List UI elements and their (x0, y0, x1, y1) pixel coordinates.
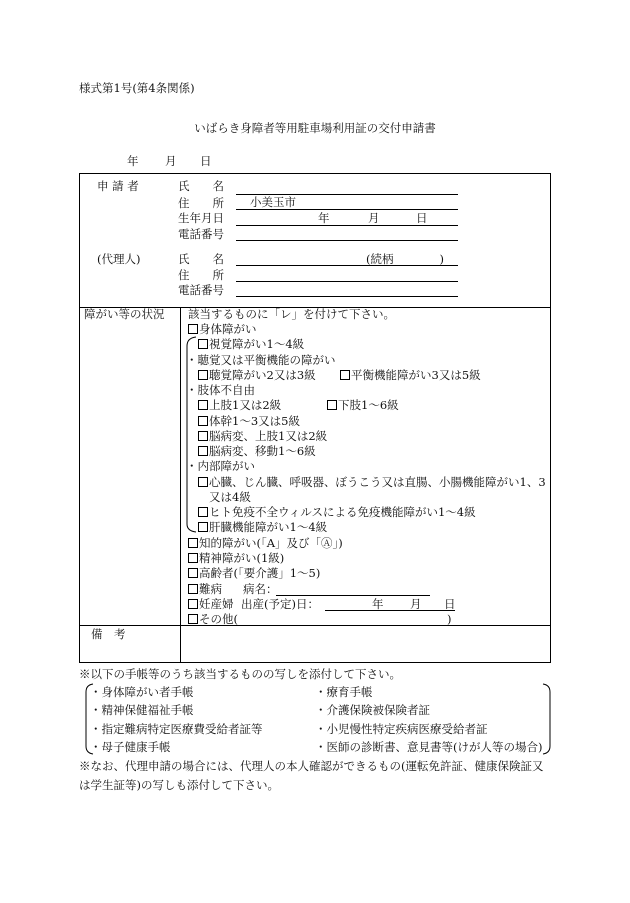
option-label: 脳病変、上肢1又は2級 (209, 429, 328, 443)
limb-heading: ・肢体不自由 (186, 383, 255, 397)
option-elderly (188, 566, 320, 580)
checkbox-mental[interactable] (188, 553, 198, 563)
agent-address-label: 住 所 (178, 268, 224, 282)
document-item: ・指定難病特定医療費受給者証等 (90, 722, 263, 736)
applicant-address-value: 小美玉市 (250, 195, 296, 209)
checkbox-hearing[interactable] (198, 370, 208, 380)
checkbox-intellectual[interactable] (188, 538, 198, 548)
option-label: 下肢1～6級 (338, 398, 399, 412)
checkbox-brain-mobility[interactable] (198, 446, 208, 456)
option-upper-limb (198, 398, 281, 412)
disease-name-input[interactable] (276, 582, 430, 596)
form-number: 様式第1号(第4条関係) (79, 81, 195, 95)
hearing-balance-heading: ・聴覚又は平衡機能の障がい (186, 353, 336, 367)
checkbox-visual[interactable] (198, 339, 208, 349)
document-item: ・小児慢性特定疾病医療受給者証 (315, 722, 488, 736)
disability-instruction: 該当するものに「レ」を付けて下さい。 (188, 307, 395, 321)
disease-name-label: 病名： (243, 582, 278, 596)
due-day-label: 日 (444, 597, 456, 611)
checkbox-internal-organs[interactable] (198, 477, 208, 487)
due-date-input[interactable] (325, 597, 455, 611)
checkbox-other[interactable] (188, 614, 198, 624)
checkbox-brain-upper[interactable] (198, 431, 208, 441)
document-item: ・介護保険被保険者証 (315, 703, 430, 717)
checkbox-elderly[interactable] (188, 568, 198, 578)
checkbox-lower-limb[interactable] (327, 400, 337, 410)
option-label: 体幹1～3又は5級 (209, 414, 300, 428)
checkbox-pregnant[interactable] (188, 599, 198, 609)
option-other (188, 612, 238, 626)
applicant-section-label: 申 請 者 (97, 179, 139, 193)
remarks-input[interactable] (182, 627, 549, 661)
checkbox-balance[interactable] (340, 370, 350, 380)
due-date-label: 出産(予定)日： (241, 597, 319, 611)
agent-note-line1: ※なお、代理申請の場合には、代理人の本人確認ができるもの(運転免許証、健康保険証又 (79, 759, 544, 773)
option-internal-organs-continued: 又は4級 (209, 490, 251, 504)
internal-heading: ・内部障がい (186, 459, 255, 473)
due-year-label: 年 (372, 597, 384, 611)
option-pregnant (188, 597, 234, 611)
checkbox-hiv[interactable] (198, 507, 208, 517)
option-mental (188, 551, 284, 565)
document-item: ・身体障がい者手帳 (90, 685, 194, 699)
due-month-label: 月 (410, 597, 422, 611)
checkbox-trunk[interactable] (198, 416, 208, 426)
option-label: 妊産婦 (199, 597, 234, 611)
option-intractable (188, 582, 222, 596)
applicant-phone-label: 電話番号 (178, 227, 224, 241)
agent-phone-input[interactable] (236, 283, 458, 297)
applicant-name-label: 氏 名 (178, 179, 224, 193)
agent-phone-label: 電話番号 (178, 283, 224, 297)
option-brain-mobility (198, 444, 316, 458)
column-divider (180, 307, 181, 663)
applicant-phone-input[interactable] (236, 227, 458, 241)
option-label: 知的障がい(「A」及び「Ⓐ」) (199, 536, 343, 550)
agent-section-label: (代理人) (97, 252, 141, 266)
application-date-day: 日 (200, 154, 212, 168)
option-label: 心臓、じん臓、呼吸器、ぼうこう又は直腸、小腸機能障がい1、3 (209, 475, 546, 489)
agent-address-input[interactable] (236, 268, 458, 282)
birth-year-label: 年 (318, 211, 330, 225)
option-hiv (198, 505, 476, 519)
document-item: ・療育手帳 (315, 685, 373, 699)
option-liver (198, 520, 327, 534)
attachment-note: ※以下の手帳等のうち該当するものの写しを添付して下さい。 (79, 667, 401, 681)
agent-name-label: 氏 名 (178, 252, 224, 266)
remarks-label: 備 考 (91, 627, 126, 641)
option-brain-upper (198, 429, 327, 443)
option-visual (198, 337, 304, 351)
option-balance (340, 368, 481, 382)
document-item: ・精神保健福祉手帳 (90, 703, 194, 717)
option-label: 平衡機能障がい3又は5級 (351, 368, 481, 382)
application-date-year: 年 (127, 154, 139, 168)
option-label: 高齢者(「要介護」1～5) (199, 566, 321, 580)
option-hearing (198, 368, 316, 382)
option-internal-organs (198, 475, 546, 489)
option-label: 上肢1又は2級 (209, 398, 282, 412)
other-close-paren: ) (447, 612, 452, 626)
other-input[interactable] (238, 611, 446, 625)
applicant-name-input[interactable] (236, 181, 458, 195)
birth-day-label: 日 (416, 211, 428, 225)
option-lower-limb (327, 398, 399, 412)
checkbox-upper-limb[interactable] (198, 400, 208, 410)
option-physical (188, 322, 257, 336)
option-label: 視覚障がい1～4級 (209, 337, 305, 351)
option-label: 精神障がい(1級) (199, 551, 285, 565)
option-label: 脳病変、移動1～6級 (209, 444, 316, 458)
row-divider (79, 625, 551, 626)
applicant-birthdate-label: 生年月日 (178, 211, 224, 225)
agent-relationship-label: (続柄 ) (366, 252, 444, 266)
option-label: 聴覚障がい2又は3級 (209, 368, 316, 382)
documents-right-bracket (543, 684, 550, 754)
option-label: 難病 (199, 582, 222, 596)
option-label: 身体障がい (199, 322, 257, 336)
option-trunk (198, 414, 300, 428)
birth-month-label: 月 (368, 211, 380, 225)
checkbox-physical[interactable] (188, 324, 198, 334)
option-label: その他( (199, 612, 238, 626)
option-intellectual (188, 536, 343, 550)
checkbox-liver[interactable] (198, 522, 208, 532)
option-label: 肝臓機能障がい1～4級 (209, 520, 328, 534)
form-title: いばらき身障者等用駐車場利用証の交付申請書 (194, 121, 436, 135)
document-item: ・母子健康手帳 (90, 740, 171, 754)
agent-note-line2: は学生証等)の写しも添付して下さい。 (79, 778, 279, 792)
disability-section-label: 障がい等の状況 (84, 307, 165, 321)
application-date-month: 月 (165, 154, 177, 168)
applicant-address-label: 住 所 (178, 196, 224, 210)
document-item: ・医師の診断書、意見書等(けが人等の場合) (315, 740, 543, 754)
checkbox-intractable[interactable] (188, 584, 198, 594)
option-label: ヒト免疫不全ウィルスによる免疫機能障がい1～4級 (209, 505, 476, 519)
